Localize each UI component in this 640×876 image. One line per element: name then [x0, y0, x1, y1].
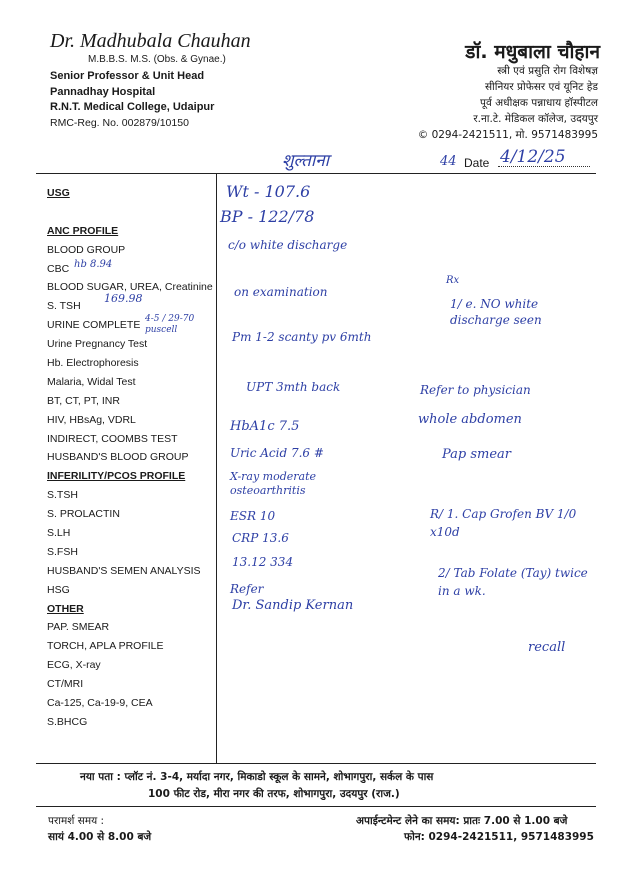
list-item: S. PROLACTIN: [47, 508, 120, 521]
list-item: INDIRECT, COOMBS TEST: [47, 432, 178, 445]
list-item: ECG, X-ray: [47, 659, 101, 672]
list-item: Urine Pregnancy Test: [47, 338, 148, 351]
spec-hi: स्त्री एवं प्रसुति रोग विशेषज्ञ: [497, 65, 598, 77]
note-recall: recall: [528, 640, 566, 655]
list-item: BLOOD SUGAR, UREA, Creatinine: [47, 281, 213, 294]
college-hi: र.ना.टे. मेडिकल कॉलेज, उदयपुर: [473, 113, 598, 125]
list-item: BLOOD GROUP: [47, 243, 126, 256]
note-usg-abdomen: whole abdomen: [418, 412, 522, 427]
list-item: BT, CT, PT, INR: [47, 394, 120, 407]
note-exam: on examination: [234, 285, 328, 299]
list-item: HSG: [47, 583, 70, 596]
list-item: S.FSH: [47, 545, 78, 558]
footer-phone: फोन: 0294-2421511, 9571483995: [404, 831, 594, 843]
note-refer-physician: Refer to physician: [420, 383, 531, 397]
note-hba1c: HbA1c 7.5: [230, 419, 300, 434]
note-esr: ESR 10: [230, 509, 276, 523]
reg-no: RMC-Reg. No. 002879/10150: [50, 117, 189, 129]
note-referral-doctor: Dr. Sandip Kernan: [232, 598, 354, 613]
investigation-list: [47, 184, 217, 732]
note-weight: Wt - 107.6: [226, 182, 311, 201]
note-pap-smear: Pap smear: [442, 447, 512, 462]
consult-label: परामर्श समय :: [48, 815, 105, 827]
note-bp: BP - 122/78: [220, 207, 315, 226]
college-en: R.N.T. Medical College, Udaipur: [50, 101, 215, 113]
patient-age: 44: [440, 154, 457, 169]
list-item: CBC: [47, 262, 70, 275]
list-item: HUSBAND'S BLOOD GROUP: [47, 451, 189, 464]
list-item: Malaria, Widal Test: [47, 375, 136, 388]
footer-address-2: 100 फीट रोड, मीरा नगर की तरफ, शोभागपुरा, उदयपुर (राज.): [148, 788, 400, 800]
note-menses: Pm 1-2 scanty pv 6mth: [232, 330, 372, 344]
note-uric: Uric Acid 7.6 #: [230, 446, 324, 460]
list-item: S. TSH: [47, 300, 81, 313]
note-lab: 13.12 334: [232, 555, 294, 569]
note-finding: 1/ e. NO white discharge seen: [450, 297, 542, 327]
note-refer: Refer: [230, 582, 264, 596]
hospital-en: Pannadhay Hospital: [50, 86, 156, 98]
note-upt: UPT 3mth back: [246, 380, 341, 394]
list-item: CT/MRI: [47, 678, 84, 691]
note-medicine-1: R/ 1. Cap Grofen BV 1/0 x10d: [430, 507, 577, 539]
footer-divider-bottom: [36, 806, 596, 807]
note-rx-mark: Rx: [446, 275, 460, 286]
note-xray: X-ray moderate osteoarthritis: [230, 470, 317, 497]
list-item: TORCH, APLA PROFILE: [47, 640, 164, 653]
appointment-time: अपाईन्टमेन्ट लेने का समय: प्रातः 7.00 से 1.00 बजे: [356, 815, 568, 827]
degrees-en: M.B.B.S. M.S. (Obs. & Gynae.): [88, 54, 226, 65]
date-value: 4/12/25: [500, 147, 566, 167]
date-underline: [498, 166, 590, 167]
list-item: URINE COMPLETE: [47, 319, 141, 332]
title-en: Senior Professor & Unit Head: [50, 70, 205, 82]
doctor-name-hi: डॉ. मधुबाला चौहान: [465, 41, 600, 63]
date-label: Date: [464, 156, 490, 170]
list-item: S.LH: [47, 527, 71, 540]
hospital-hi: पूर्व अधीक्षक पन्नाधाय हॉस्पीटल: [479, 97, 598, 109]
list-item: S.TSH: [47, 489, 78, 502]
note-tsh: 169.98: [104, 292, 143, 305]
list-heading-other: OTHER: [47, 602, 84, 615]
header-divider: [36, 173, 596, 174]
note-medicine-2: 2/ Tab Folate (Tay) twice in a wk.: [438, 566, 588, 598]
note-cbc: hb 8.94: [74, 259, 113, 270]
list-item: Ca-125, Ca-19-9, CEA: [47, 697, 153, 710]
phone-hi: © 0294-2421511, मो. 9571483995: [417, 129, 598, 141]
footer-address-1: नया पता : प्लॉट नं. 3-4, मर्यादा नगर, मिकाडो स्कूल के सामने, शोभागपुरा, सर्कल के पास: [80, 771, 434, 783]
title-hi: सीनियर प्रोफेसर एवं यूनिट हेड: [484, 81, 598, 93]
list-heading-infertility: INFERILITY/PCOS PROFILE: [47, 470, 186, 483]
list-item: Hb. Electrophoresis: [47, 357, 139, 370]
footer-divider-top: [36, 763, 596, 764]
doctor-name-en: Dr. Madhubala Chauhan: [50, 30, 251, 52]
list-item: HIV, HBsAg, VDRL: [47, 413, 136, 426]
note-crp: CRP 13.6: [232, 531, 289, 545]
patient-name: शुल्ताना: [282, 151, 330, 171]
list-item: S.BHCG: [47, 715, 88, 728]
list-item: HUSBAND'S SEMEN ANALYSIS: [47, 564, 201, 577]
list-item-usg: USG: [47, 187, 70, 199]
consult-time: सायं 4.00 से 8.00 बजे: [48, 831, 152, 843]
note-complaint: c/o white discharge: [228, 238, 348, 252]
list-item: PAP. SMEAR: [47, 621, 110, 634]
list-heading-anc: ANC PROFILE: [47, 224, 119, 237]
note-urine: 4-5 / 29-70 puscell: [145, 314, 195, 335]
